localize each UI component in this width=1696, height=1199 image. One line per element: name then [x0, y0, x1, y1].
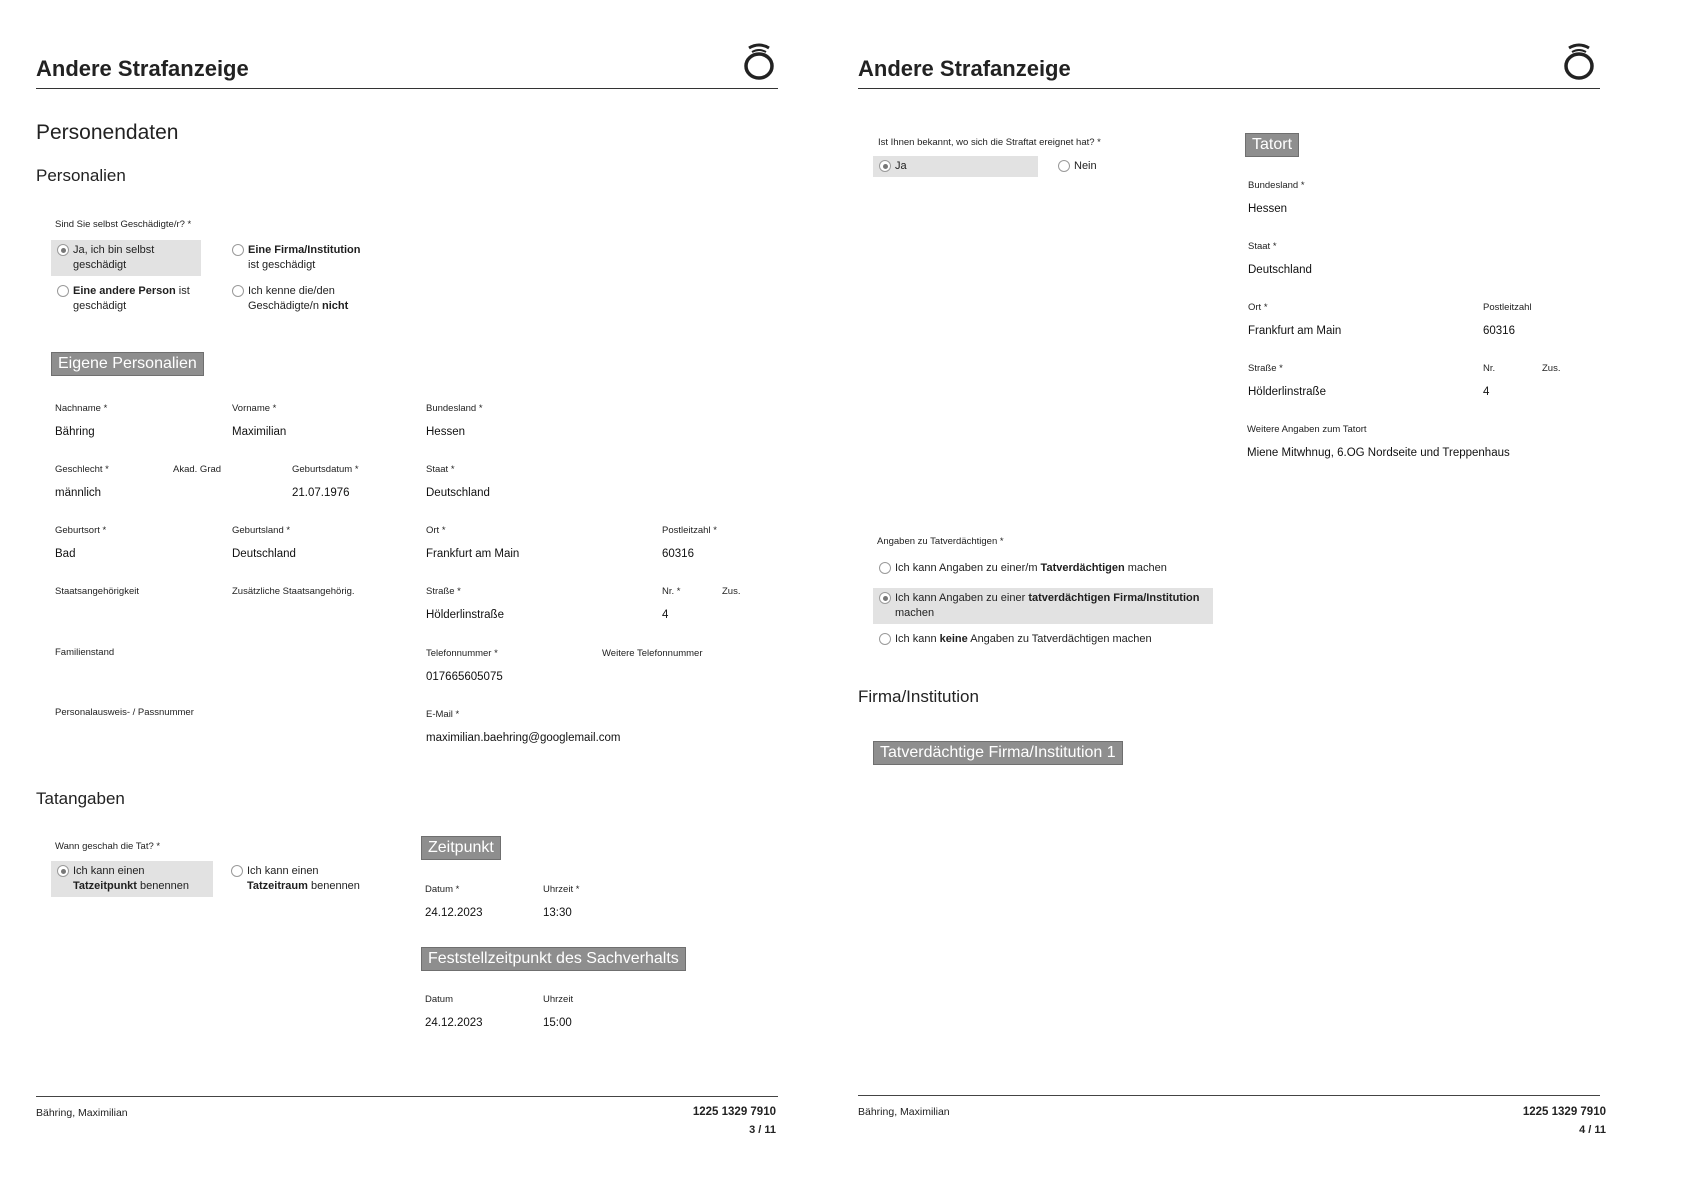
field-value-bundesland: Hessen — [426, 426, 465, 438]
field-label-nr: Nr. * — [662, 586, 681, 597]
field-value-geburtsdatum: 21.07.1976 — [292, 487, 350, 499]
section-zeitpunkt: Zeitpunkt — [421, 836, 501, 860]
field-label-email: E-Mail * — [426, 709, 460, 720]
field-value-postleitzahl: 60316 — [662, 548, 694, 560]
field-value-strasse: Hölderlinstraße — [426, 609, 504, 621]
field-label-tatort-zus: Zus. — [1542, 363, 1561, 374]
field-label-postleitzahl: Postleitzahl * — [662, 525, 717, 536]
header-rule — [858, 88, 1600, 89]
field-label-geburtsort: Geburtsort * — [55, 525, 107, 536]
radio-unchecked-icon[interactable] — [232, 285, 244, 297]
question-tatort-bekannt: Ist Ihnen bekannt, wo sich die Straftat ereignet hat? * — [878, 137, 1101, 148]
field-label-staatsangehoerigkeit: Staatsangehörigkeit — [55, 586, 139, 597]
field-label-tatort-nr: Nr. — [1483, 363, 1496, 374]
radio-option-tatort-0[interactable]: Ja — [873, 156, 1038, 177]
radio-option-tatort-1[interactable]: Nein — [1052, 156, 1172, 177]
section-eigene-personalien: Eigene Personalien — [51, 352, 204, 376]
field-label-tatort-postleitzahl: Postleitzahl — [1483, 302, 1532, 313]
field-label-zeit-datum: Datum * — [425, 884, 460, 895]
page-3 — [0, 0, 800, 1199]
field-label-telefon: Telefonnummer * — [426, 648, 498, 659]
radio-option-tatverdaechtige-0[interactable]: Ich kann Angaben zu einer/m Tatverdächtigen machen — [873, 558, 1213, 579]
radio-checked-icon[interactable] — [57, 244, 69, 256]
field-label-tatort-staat: Staat * — [1248, 241, 1277, 252]
field-label-tatort-bundesland: Bundesland * — [1248, 180, 1305, 191]
radio-unchecked-icon[interactable] — [231, 865, 243, 877]
police-logo-icon — [743, 42, 775, 80]
footer-rule — [36, 1096, 778, 1097]
field-label-tatort-ort: Ort * — [1248, 302, 1268, 313]
section-heading-personendaten: Personendaten — [36, 121, 179, 144]
radio-option-geschaedigt-0[interactable]: Ja, ich bin selbst geschädigt — [51, 240, 201, 276]
field-label-zeit-uhrzeit: Uhrzeit * — [543, 884, 580, 895]
footer-name: Bähring, Maximilian — [36, 1107, 128, 1119]
document-title: Andere Strafanzeige — [858, 56, 1071, 81]
footer-page-number: 3 / 11 — [749, 1124, 776, 1136]
field-value-nachname: Bähring — [55, 426, 95, 438]
field-label-geburtsland: Geburtsland * — [232, 525, 291, 536]
radio-unchecked-icon[interactable] — [879, 633, 891, 645]
field-label-tatort-strasse: Straße * — [1248, 363, 1283, 374]
field-value-geschlecht: männlich — [55, 487, 102, 499]
radio-unchecked-icon[interactable] — [57, 285, 69, 297]
page-4 — [830, 0, 1690, 1199]
field-value-tatort-bundesland: Hessen — [1248, 203, 1287, 215]
field-label-vorname: Vorname * — [232, 403, 277, 414]
footer-id: 1225 1329 7910 — [692, 1106, 776, 1118]
field-value-tatort-staat: Deutschland — [1248, 264, 1312, 276]
field-label-geschlecht: Geschlecht * — [55, 464, 109, 475]
field-label-ausweis: Personalausweis- / Passnummer — [55, 707, 194, 718]
field-label-staat: Staat * — [426, 464, 455, 475]
field-label-nachname: Nachname * — [55, 403, 108, 414]
field-label-familienstand: Familienstand — [55, 647, 115, 658]
document-title: Andere Strafanzeige — [36, 56, 249, 81]
field-label-zus: Zus. — [722, 586, 741, 597]
radio-unchecked-icon[interactable] — [879, 562, 891, 574]
field-value-tatort-postleitzahl: 60316 — [1483, 325, 1515, 337]
radio-option-geschaedigt-1[interactable]: Eine Firma/Institution ist geschädigt — [226, 240, 376, 276]
radio-checked-icon[interactable] — [879, 592, 891, 604]
field-label-akad_grad: Akad. Grad — [173, 464, 222, 475]
field-value-nr: 4 — [662, 609, 669, 621]
radio-option-tatverdaechtige-2[interactable]: Ich kann keine Angaben zu Tatverdächtigen machen — [873, 629, 1213, 650]
field-label-ort: Ort * — [426, 525, 446, 536]
field-value-tatort-strasse: Hölderlinstraße — [1248, 386, 1326, 398]
field-label-geburtsdatum: Geburtsdatum * — [292, 464, 359, 475]
heading-firma-institution: Firma/Institution — [858, 687, 979, 706]
field-value-telefon: 017665605075 — [426, 671, 503, 683]
field-value-staat: Deutschland — [426, 487, 490, 499]
field-value-tatort-nr: 4 — [1483, 386, 1490, 398]
field-label-zus_staatsangehoerig: Zusätzliche Staatsangehörig. — [232, 586, 355, 597]
section-heading-tatangaben: Tatangaben — [36, 789, 125, 808]
field-label-weitere_telefon: Weitere Telefonnummer — [602, 648, 703, 659]
field-label-strasse: Straße * — [426, 586, 461, 597]
field-value-zeit-uhrzeit: 13:30 — [543, 907, 572, 919]
field-value-tatort-weitere: Miene Mitwhnug, 6.OG Nordseite und Treppenhaus — [1247, 447, 1510, 459]
question-tatverdaechtige: Angaben zu Tatverdächtigen * — [877, 536, 1004, 547]
question-wann-tat: Wann geschah die Tat? * — [55, 841, 161, 852]
field-value-tatort-ort: Frankfurt am Main — [1248, 325, 1342, 337]
field-value-email: maximilian.baehring@googlemail.com — [426, 732, 621, 744]
field-value-vorname: Maximilian — [232, 426, 287, 438]
section-tatort: Tatort — [1245, 133, 1299, 157]
radio-option-wann-0[interactable]: Ich kann einen Tatzeitpunkt benennen — [51, 861, 213, 897]
radio-option-wann-1[interactable]: Ich kann einen Tatzeitraum benennen — [225, 861, 387, 897]
footer-name: Bähring, Maximilian — [858, 1106, 950, 1118]
field-label-bundesland: Bundesland * — [426, 403, 483, 414]
field-value-zeit-datum: 24.12.2023 — [425, 907, 483, 919]
field-value-ort: Frankfurt am Main — [426, 548, 520, 560]
police-logo-icon — [1563, 42, 1595, 80]
field-label-feststell-datum: Datum — [425, 994, 453, 1005]
field-value-feststell-uhrzeit: 15:00 — [543, 1017, 572, 1029]
section-tatverdaechtige-firma: Tatverdächtige Firma/Institution 1 — [873, 741, 1123, 765]
radio-checked-icon[interactable] — [57, 865, 69, 877]
footer-page-number: 4 / 11 — [1579, 1124, 1606, 1136]
field-value-geburtsland: Deutschland — [232, 548, 296, 560]
question-geschaedigt: Sind Sie selbst Geschädigte/r? * — [55, 219, 192, 230]
footer-id: 1225 1329 7910 — [1522, 1106, 1606, 1118]
radio-option-tatverdaechtige-1[interactable]: Ich kann Angaben zu einer tatverdächtigen Firma/Institution machen — [873, 588, 1213, 624]
footer-rule — [858, 1095, 1600, 1096]
radio-option-geschaedigt-3[interactable]: Ich kenne die/den Geschädigte/n nicht — [226, 281, 376, 317]
radio-checked-icon[interactable] — [879, 160, 891, 172]
field-label-tatort-weitere: Weitere Angaben zum Tatort — [1247, 424, 1367, 435]
field-value-geburtsort: Bad — [55, 548, 76, 560]
radio-unchecked-icon[interactable] — [232, 244, 244, 256]
radio-unchecked-icon[interactable] — [1058, 160, 1070, 172]
field-label-feststell-uhrzeit: Uhrzeit — [543, 994, 574, 1005]
header-rule — [36, 88, 778, 89]
section-feststellzeitpunkt: Feststellzeitpunkt des Sachverhalts — [421, 947, 686, 971]
field-value-feststell-datum: 24.12.2023 — [425, 1017, 483, 1029]
subheading-personalien: Personalien — [36, 166, 126, 185]
radio-option-geschaedigt-2[interactable]: Eine andere Person ist geschädigt — [51, 281, 201, 317]
